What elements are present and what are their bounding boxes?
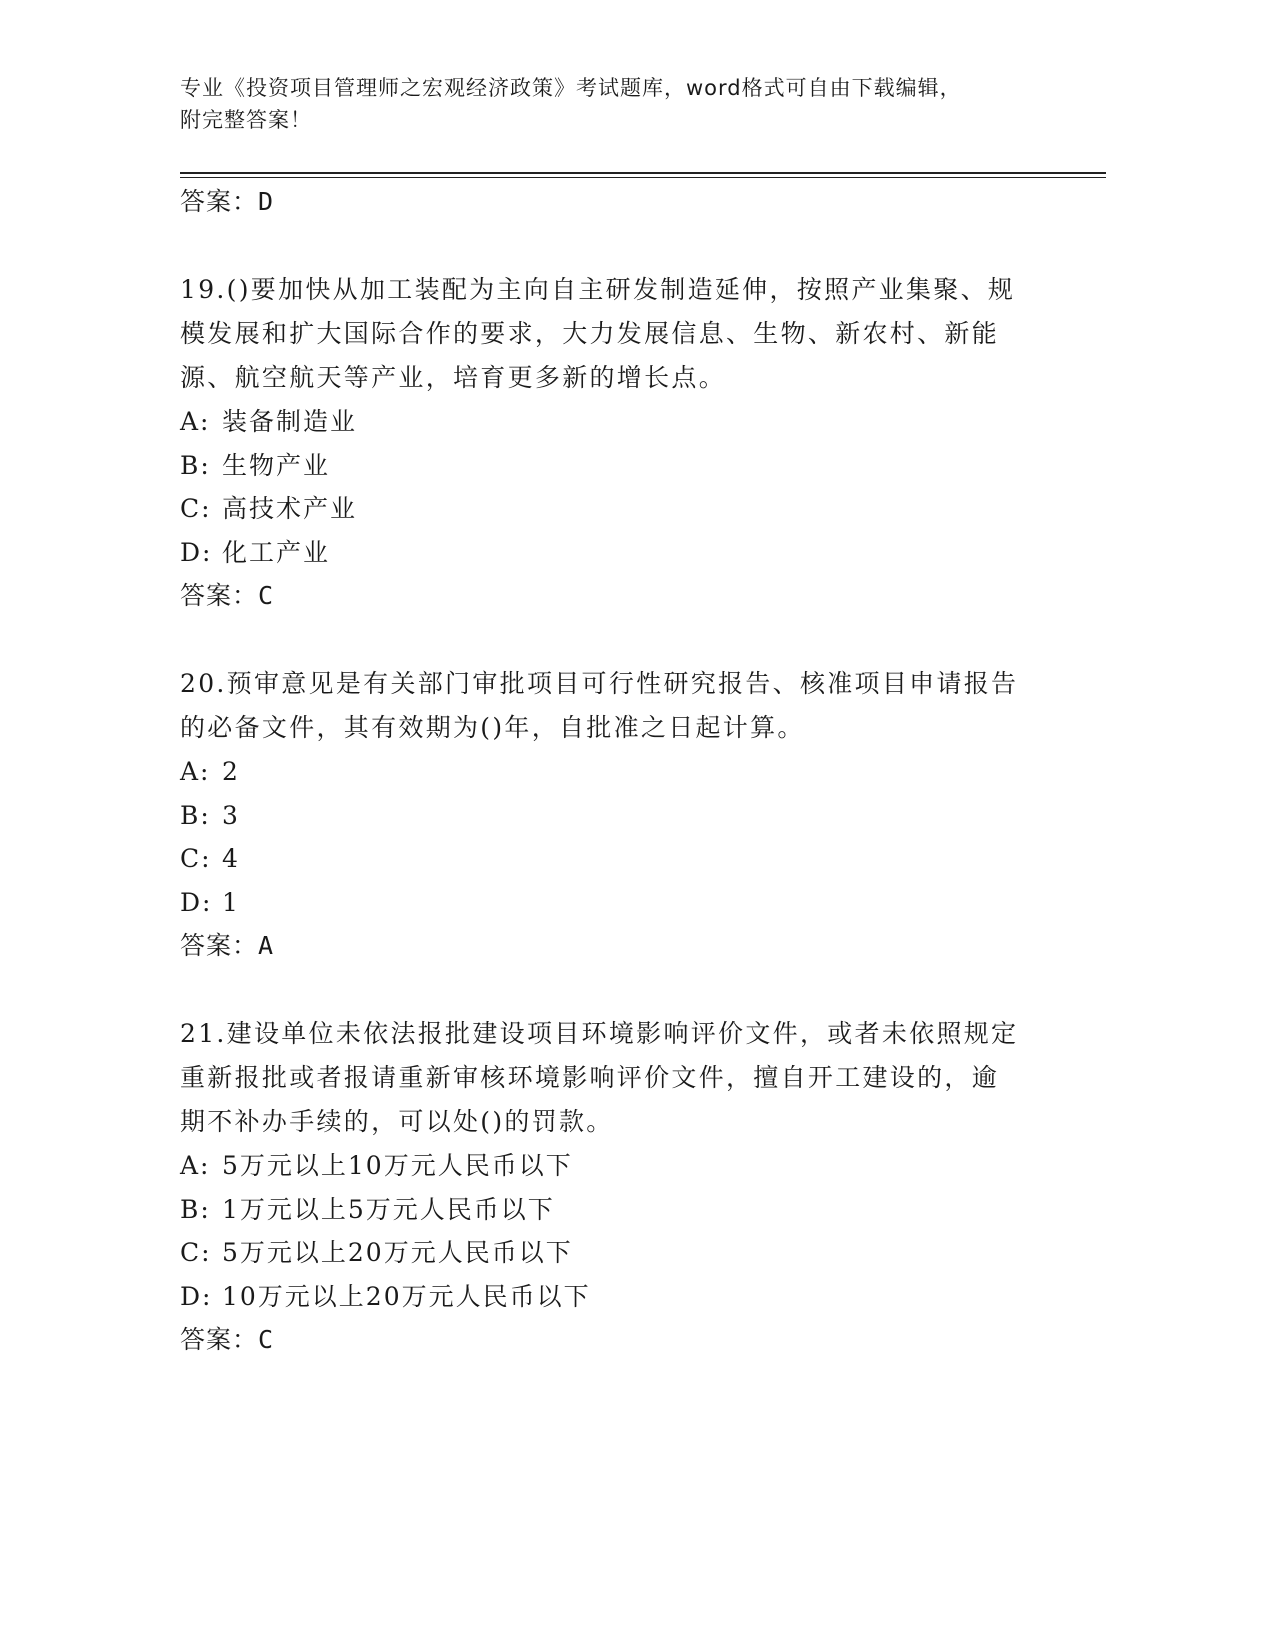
- option-d: [180, 1275, 1106, 1319]
- option-text: 5万元以上10万元人民币以下: [222, 1151, 573, 1180]
- header-line-1: 专业《投资项目管理师之宏观经济政策》考试题库，word格式可自由下载编辑，: [180, 76, 962, 100]
- option-letter: B:: [180, 800, 211, 830]
- header-divider-thin: [180, 177, 1106, 178]
- option-letter: A:: [180, 757, 211, 786]
- question-line: 19.()要加快从加工装配为主向自主研发制造延伸，按照产业集聚、规: [180, 275, 1016, 304]
- question-line: 20.预审意见是有关部门审批项目可行性研究报告、核准项目申请报告: [180, 669, 1019, 698]
- option-letter: A:: [180, 407, 211, 436]
- option-c: [180, 487, 1106, 531]
- option-letter: D:: [180, 887, 213, 917]
- option-d: [180, 531, 1106, 575]
- spacer: [180, 618, 1106, 662]
- question-line: 重新报批或者报请重新审核环境影响评价文件，擅自开工建设的，逾: [180, 1063, 1000, 1092]
- answer-label: 答案：: [180, 1325, 259, 1354]
- option-text: 4: [222, 844, 240, 873]
- question-content: [180, 180, 1106, 1362]
- answer-label: 答案：: [180, 581, 259, 610]
- option-text: 2: [222, 757, 240, 786]
- answer-19: [180, 574, 1106, 618]
- option-c: [180, 1231, 1106, 1275]
- question-line: 的必备文件，其有效期为()年，自批准之日起计算。: [180, 713, 805, 742]
- option-text: 生物产业: [222, 450, 331, 480]
- option-b: [180, 1188, 1106, 1232]
- option-letter: B:: [180, 450, 211, 480]
- option-text: 化工产业: [222, 537, 331, 567]
- option-letter: A:: [180, 1151, 211, 1180]
- answer-value: A: [258, 931, 275, 960]
- option-letter: C:: [180, 1238, 212, 1267]
- question-21: [180, 1012, 1106, 1144]
- document-page: [180, 0, 1106, 1650]
- option-letter: D:: [180, 537, 213, 567]
- answer-label: 答案：: [180, 931, 259, 960]
- option-text: 1: [222, 887, 240, 917]
- question-line: 模发展和扩大国际合作的要求，大力发展信息、生物、新农村、新能: [180, 319, 1000, 348]
- option-text: 3: [222, 800, 240, 830]
- previous-answer: [180, 180, 1106, 224]
- answer-value: C: [258, 581, 275, 610]
- option-letter: B:: [180, 1194, 211, 1224]
- question-20: [180, 662, 1106, 750]
- document-header: [180, 72, 1040, 136]
- answer-21: [180, 1318, 1106, 1362]
- question-line: 源、航空航天等产业，培育更多新的增长点。: [180, 363, 727, 392]
- option-d: [180, 881, 1106, 925]
- question-line: 21.建设单位未依法报批建设项目环境影响评价文件，或者未依照规定: [180, 1019, 1019, 1048]
- option-a: [180, 1144, 1106, 1188]
- option-a: [180, 750, 1106, 794]
- answer-value: D: [258, 187, 275, 216]
- option-a: [180, 400, 1106, 444]
- header-line-2: 附完整答案！: [180, 108, 312, 132]
- option-text: 装备制造业: [222, 407, 358, 436]
- spacer: [180, 968, 1106, 1012]
- option-b: [180, 794, 1106, 838]
- option-text: 高技术产业: [222, 494, 358, 523]
- answer-20: [180, 924, 1106, 968]
- spacer: [180, 224, 1106, 268]
- option-letter: C:: [180, 494, 212, 523]
- question-line: 期不补办手续的，可以处()的罚款。: [180, 1107, 614, 1136]
- answer-value: C: [258, 1325, 275, 1354]
- question-19: [180, 268, 1106, 400]
- answer-label: 答案：: [180, 187, 259, 216]
- option-b: [180, 444, 1106, 488]
- header-divider-thick: [180, 172, 1106, 174]
- option-text: 5万元以上20万元人民币以下: [222, 1238, 573, 1267]
- option-c: [180, 837, 1106, 881]
- option-letter: D:: [180, 1281, 213, 1311]
- option-letter: C:: [180, 844, 212, 873]
- option-text: 10万元以上20万元人民币以下: [222, 1281, 591, 1311]
- option-text: 1万元以上5万元人民币以下: [222, 1194, 555, 1224]
